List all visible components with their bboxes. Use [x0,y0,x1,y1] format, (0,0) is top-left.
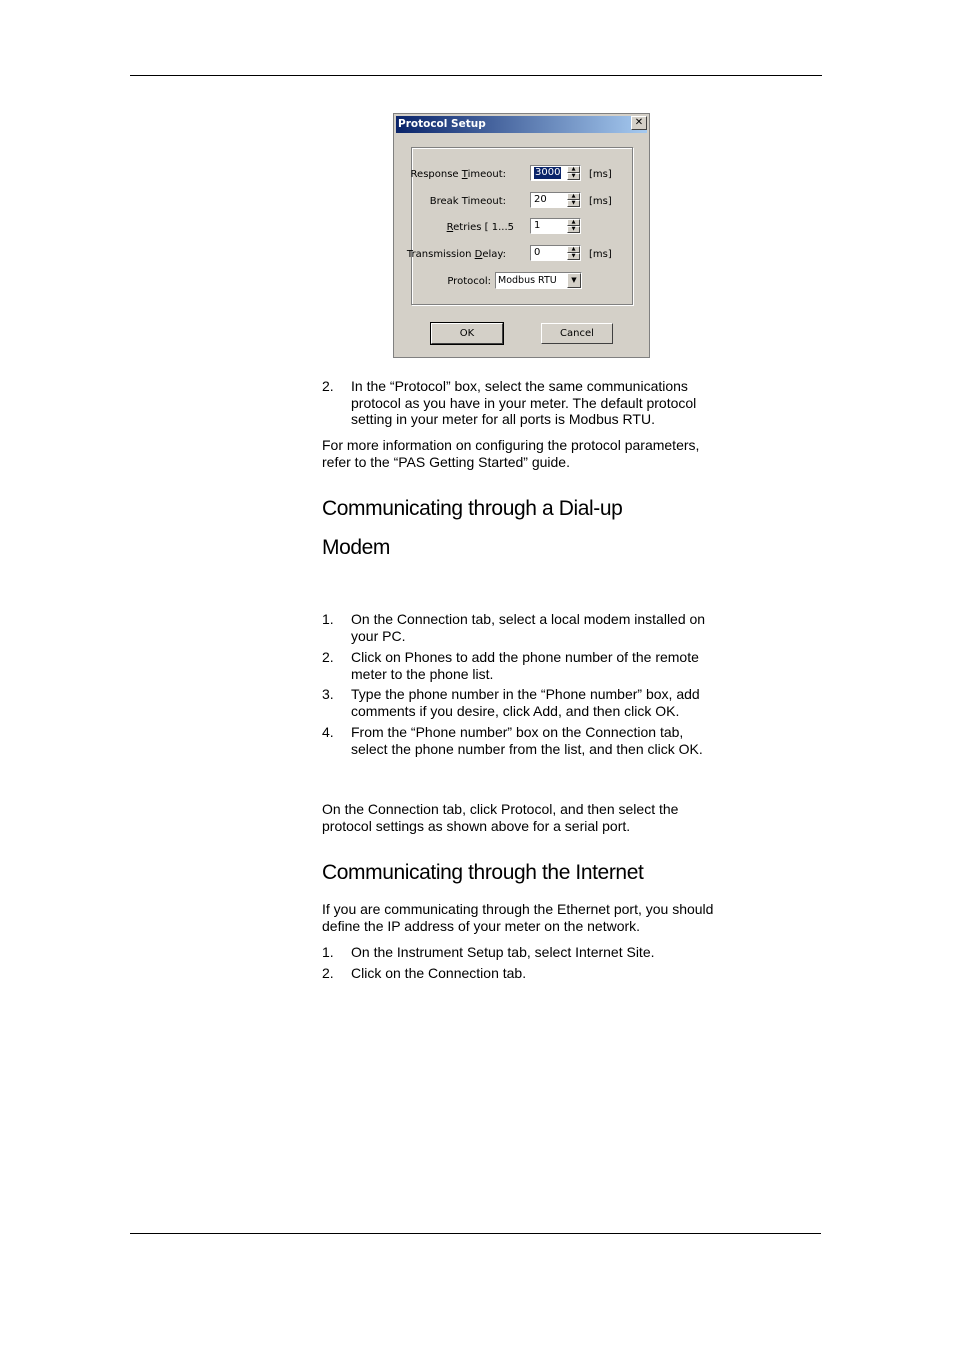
break-timeout-row [394,192,634,210]
retries-label: Retries [ 1...5 [446,222,514,233]
spin-down-icon[interactable]: ▼ [567,226,580,233]
spin-up-icon[interactable]: ▲ [567,166,580,173]
close-icon[interactable]: ✕ [631,116,647,130]
retries-input[interactable]: 1 ▲ ▼ [530,218,581,234]
cancel-button[interactable]: Cancel [541,323,613,344]
ok-button[interactable]: OK [431,323,503,344]
header-rule [130,75,822,76]
spin-down-icon[interactable]: ▼ [567,173,580,180]
internet-heading: Communicating through the Internet [322,861,644,884]
spin-up-icon[interactable]: ▲ [567,246,580,253]
internet-intro-paragraph: If you are communicating through the Ethernet port, you should define the IP address of your meter on the network. [322,901,714,934]
protocol-row [394,272,634,290]
response-timeout-input[interactable]: 3000 ▲ ▼ [530,165,581,181]
spin-down-icon[interactable]: ▼ [567,200,580,207]
response-timeout-label: Response Timeout: [410,169,506,180]
protocol-select[interactable]: Modbus RTU ▼ [495,272,582,289]
transmission-delay-unit: [ms] [589,249,612,260]
dialup-heading-line2: Modem [322,536,391,559]
spin-up-icon[interactable]: ▲ [567,219,580,226]
spin-down-icon[interactable]: ▼ [567,253,580,260]
transmission-delay-row [394,245,634,263]
protocol-label: Protocol: [447,276,491,287]
retries-row [394,218,634,236]
spin-up-icon[interactable]: ▲ [567,193,580,200]
break-timeout-label: Break Timeout: [429,196,506,207]
transmission-delay-label: Transmission Delay: [406,249,506,260]
break-timeout-input[interactable]: 20 ▲ ▼ [530,192,581,208]
protocol-setup-dialog [393,113,650,358]
response-timeout-unit: [ms] [589,169,612,180]
protocol-info-paragraph: For more information on configuring the protocol parameters, refer to the “PAS Getting Started” guide. [322,437,700,470]
dialup-heading-line1: Communicating through a Dial-up [322,497,623,520]
chevron-down-icon[interactable]: ▼ [567,273,581,288]
transmission-delay-input[interactable]: 0 ▲ ▼ [530,245,581,261]
response-timeout-row [394,165,634,183]
dialog-title: Protocol Setup [396,116,647,133]
footer-rule [130,1233,821,1234]
break-timeout-unit: [ms] [589,196,612,207]
dialup-protocol-paragraph: On the Connection tab, click Protocol, and then select the protocol settings as shown above for a serial port. [322,801,679,834]
